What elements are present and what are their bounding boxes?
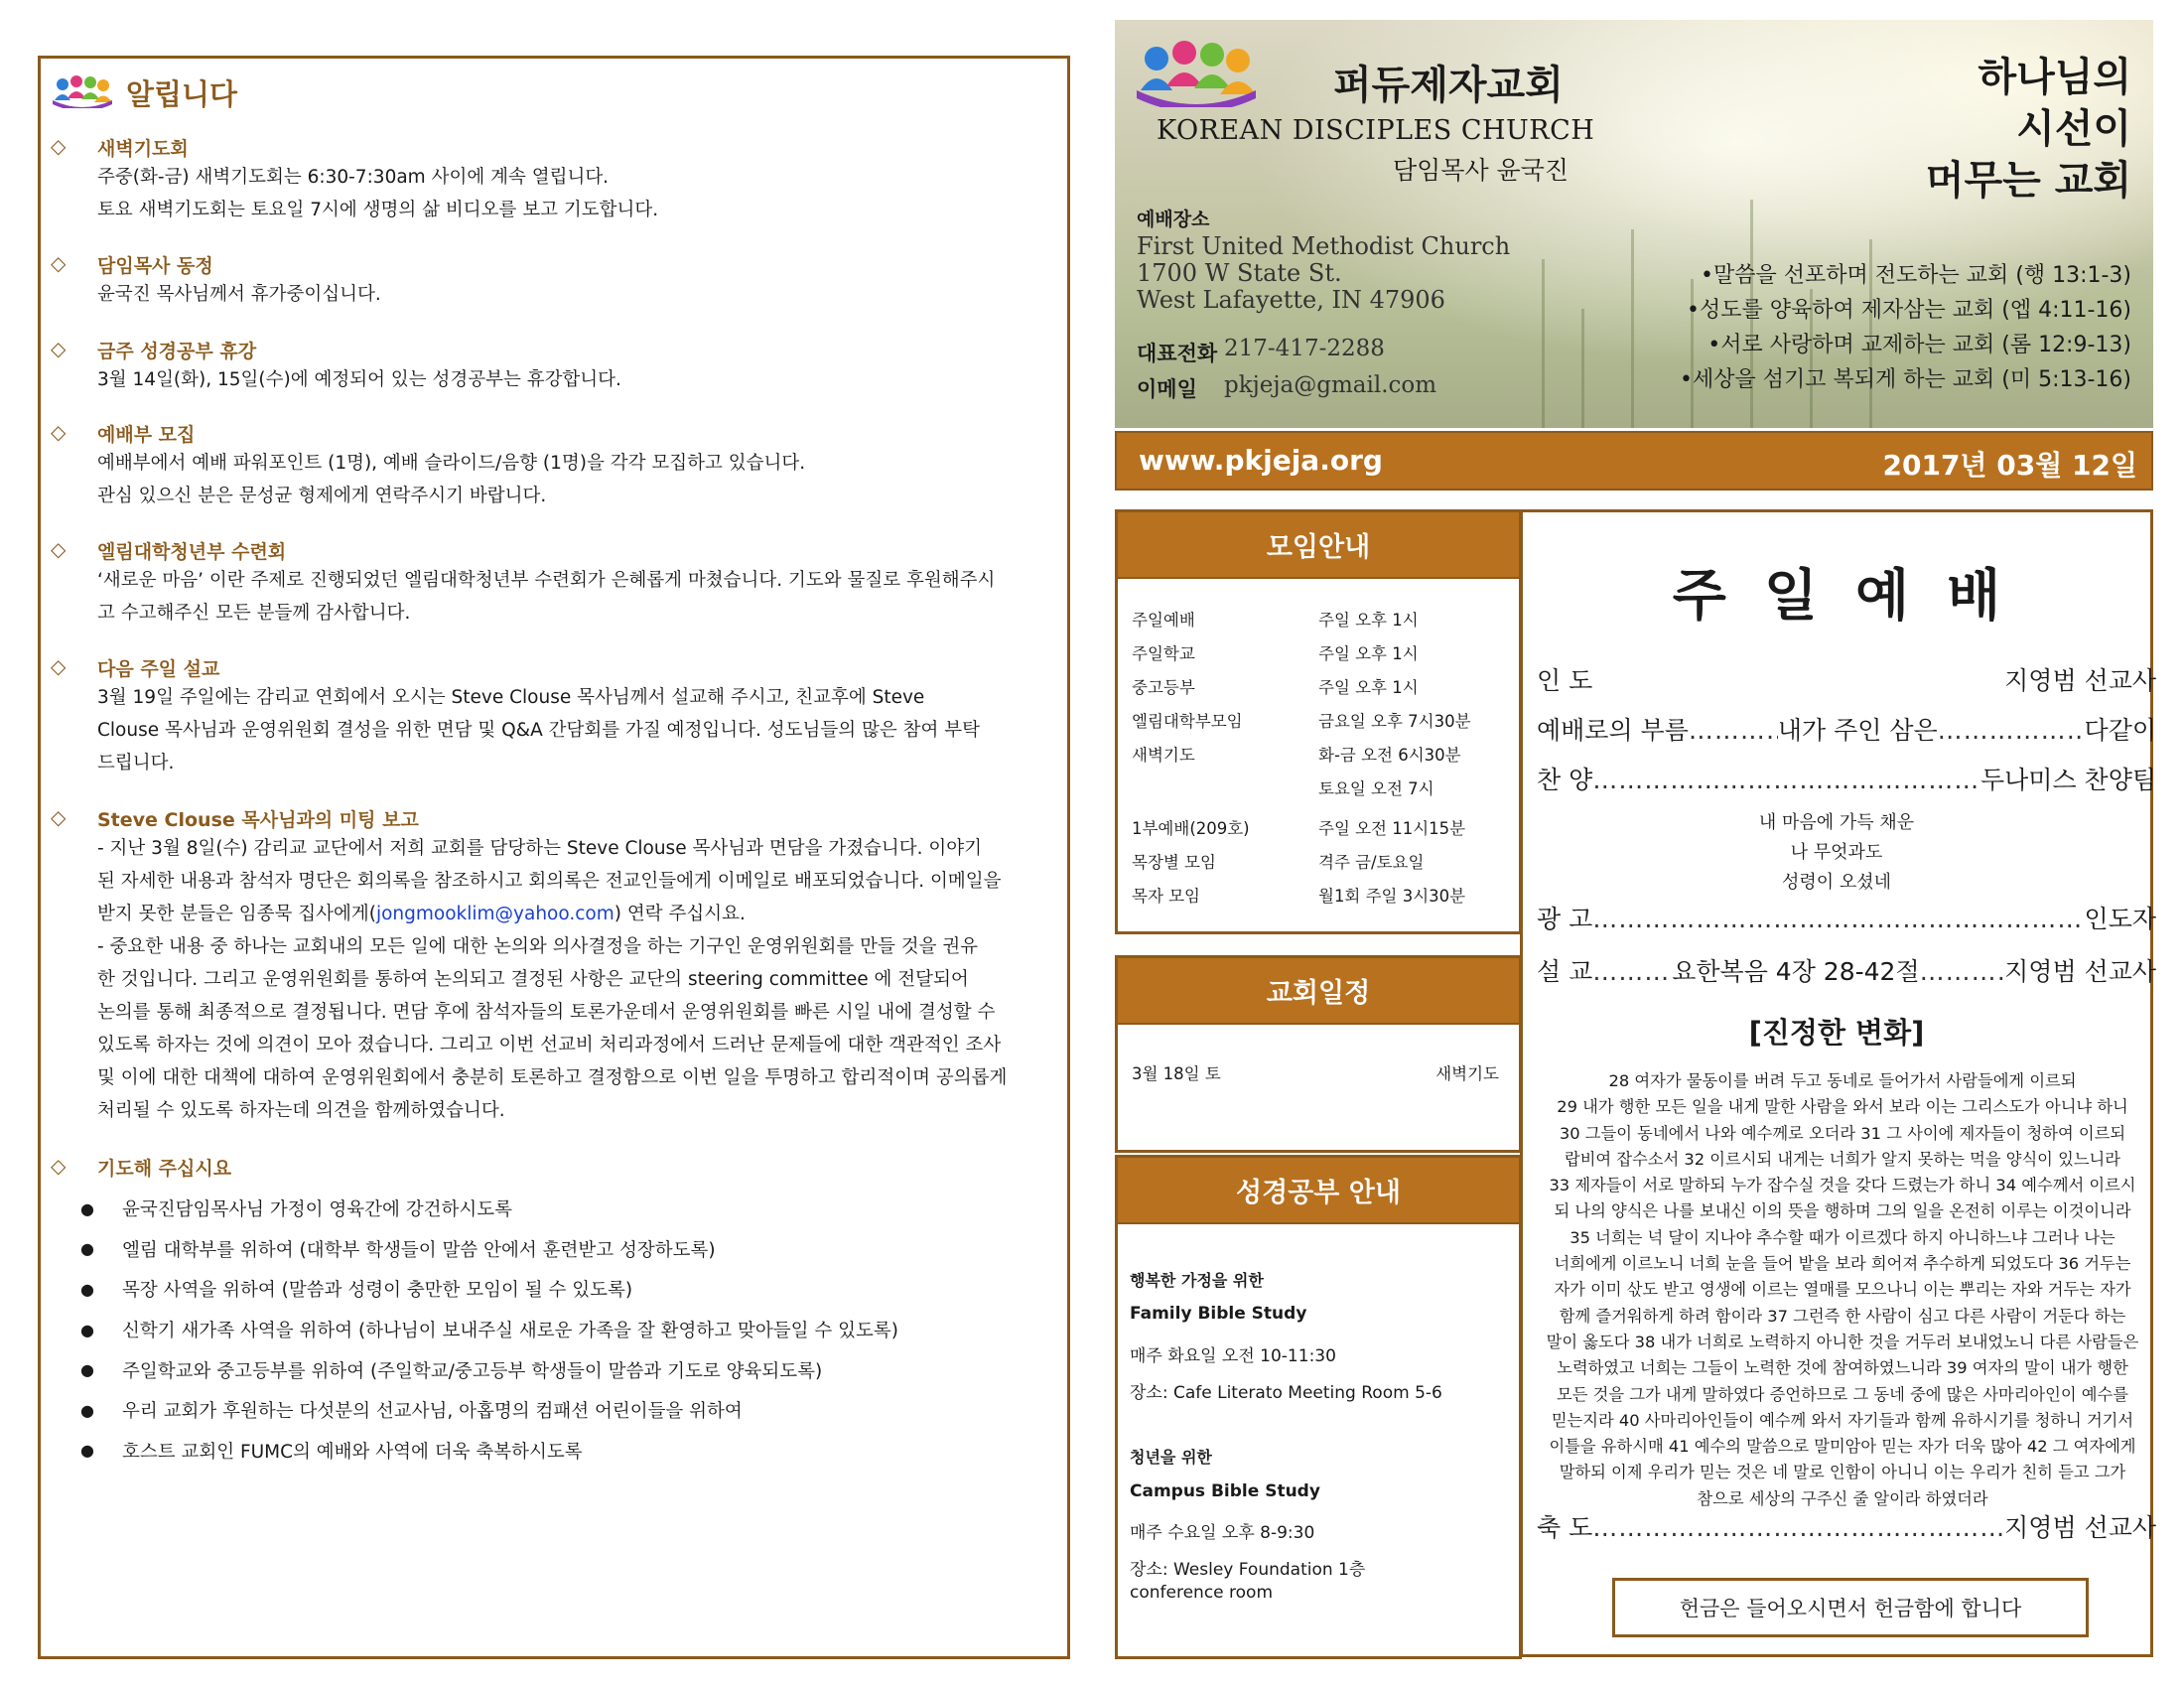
mission-item: •세상을 섬기고 복되게 하는 교회 (미 5:13-16) [1680,367,2131,392]
hymn-line: 나 무엇과도 [1790,842,1883,863]
scripture-line: 노력하였고 너희는 그들이 노력한 것에 참여하였느니라 39 여자의 말이 내가 행한 [1557,1358,2128,1378]
bible-study-box [1115,1155,1522,1659]
table-row [1132,607,1509,631]
meeting-name: 새벽기도 [1132,746,1195,765]
group-place: conference room [1130,1583,1274,1603]
order-value: 인도자 [2084,905,2156,933]
table-row [1132,1060,1499,1084]
diamond-bullet-icon: ◇ [51,420,67,444]
announcement-line: 및 이에 대한 대책에 대하여 운영위원회에서 충분히 토론하고 결정함으로 이번 일을 투명하고 합리적이며 공의롭게 [97,1067,1008,1088]
announcement-item [51,337,1053,396]
announcement-line: 드립니다. [97,753,175,774]
table-row [1132,640,1509,664]
order-label: 설 교 [1537,957,1593,986]
announcement-line: 된 자세한 내용과 참석자 명단은 회의록을 참조하시고 회의록은 전교인들에게 이메일로 배포되었습니다. 이메일을 [97,871,1002,892]
church-name-korean: 퍼듀제자교회 [1333,63,1564,108]
order-item [1537,952,2156,988]
announcement-line: 고 수고해주신 모든 분들께 감사합니다. [97,603,411,624]
order-label: 찬 양 [1537,766,1593,794]
scripture-line: 참으로 세상의 구주신 줄 알이라 하였더라 [1697,1488,1988,1508]
hymn-line: 내 마음에 가득 채운 [1758,812,1915,833]
scripture-line: 28 여자가 물동이를 버려 두고 동네로 들어가서 사람들에게 이르되 [1608,1071,2077,1090]
announcement-item [51,420,1053,512]
order-detail: 내가 주인 삼은 [1777,716,1938,745]
announcement-heading: Steve Clouse 목사님과의 미팅 보고 [97,809,419,831]
church-email[interactable]: pkjeja@gmail.com [1224,372,1437,398]
venue-label: 예배장소 [1137,209,1210,230]
schedule-title: 교회일정 [1118,958,1519,1025]
bullet-dot-icon: ● [80,1320,94,1339]
group-name: Campus Bible Study [1130,1481,1320,1501]
order-item [1537,761,2156,796]
meeting-name [1132,775,1318,799]
meeting-time: 금요일 오후 7시30분 [1318,712,1471,731]
meeting-time: 주일 오전 11시15분 [1318,819,1466,838]
bullet-dot-icon: ● [80,1279,94,1299]
list-item [80,1390,1073,1431]
meetings-title: 모임안내 [1118,512,1519,579]
order-label: 축 도 [1537,1513,1593,1542]
mission-item: •말씀을 선포하며 전도하는 교회 (행 13:1-3) [1701,263,2131,288]
diamond-bullet-icon: ◇ [51,1154,67,1178]
scripture-line: 이틀을 유하시매 41 예수의 말씀으로 말미암아 믿는 자가 더욱 많아 42 그 여자에게 [1549,1437,2136,1457]
email-prefix: 받지 못한 분들은 임종묵 집사에게( [97,904,376,924]
group-place: 장소: Wesley Foundation 1층 [1130,1560,1366,1580]
email-label: 이메일 [1137,377,1197,401]
phone-label: 대표전화 [1137,342,1218,365]
motto-line: 시선이 [2016,106,2131,152]
group-label: 청년을 위한 [1130,1448,1212,1467]
group-name: Family Bible Study [1130,1304,1307,1324]
group-time: 매주 수요일 오후 8-9:30 [1130,1523,1315,1543]
email-link[interactable]: jongmooklim@yahoo.com [375,904,614,924]
phone-number: 217-417-2288 [1224,336,1385,361]
scripture-line: 자가 이미 삯도 받고 영생에 이르는 열매를 모으나니 이는 뿌리는 자와 거두는 자가 [1554,1280,2131,1300]
bible-study-title: 성경공부 안내 [1118,1158,1519,1224]
offering-notice: 헌금은 들어오시면서 헌금함에 합니다 [1612,1578,2089,1637]
announcement-line: 예배부에서 예배 파워포인트 (1명), 예배 슬라이드/음향 (1명)을 각각 모집하고 있습니다. [97,453,806,474]
meeting-time: 월1회 주일 3시30분 [1318,887,1466,906]
venue-line: 1700 W State St. [1137,259,1342,287]
meeting-time: 주일 오후 1시 [1318,644,1419,663]
hymn-line: 성령이 오셨네 [1781,872,1892,893]
scripture-line: 모든 것을 그가 내게 말하였다 증언하므로 그 동네 중에 많은 사마리아인이 예수를 [1557,1384,2128,1404]
meeting-name: 주일예배 [1132,611,1195,630]
announcement-line: - 중요한 내용 중 하나는 교회내의 모든 일에 대한 논의와 의사결정을 하는 기구인 운영위원회를 만들 것을 권유 [97,936,979,957]
prayer-text: 윤국진담임목사님 가정이 영육간에 강건하시도록 [122,1199,512,1221]
order-item [1537,1508,2156,1544]
order-value: 다같이 [2084,716,2156,745]
table-row [1132,815,1509,839]
meeting-name: 1부예배(209호) [1132,819,1250,838]
order-detail: 요한복음 4장 28-42절 [1672,957,1920,986]
senior-pastor: 담임목사 윤국진 [1393,156,1569,185]
list-item [80,1310,1073,1350]
list-item [80,1431,1073,1472]
scripture-line: 29 내가 행한 모든 일을 내게 말한 사람을 와서 보라 이는 그리스도가 아니냐 하니 [1557,1097,2128,1117]
scripture-line: 말하되 이제 우리가 믿는 것은 네 말로 인함이 아니니 이는 우리가 친히 듣고 그가 [1559,1463,2126,1482]
table-row [1132,883,1509,907]
announcement-line: Clouse 목사님과 운영위원회 결성을 위한 면담 및 Q&A 간담회를 가질 예정입니다. 성도님들의 많은 참여 부탁 [97,720,980,741]
announcement-heading: 다음 주일 설교 [97,658,220,680]
bullet-dot-icon: ● [80,1198,94,1218]
diamond-bullet-icon: ◇ [51,337,67,360]
mission-list [1680,258,2131,397]
announcement-heading: 엘림대학청년부 수련회 [97,541,287,563]
list-item [80,1229,1073,1270]
announcement-line: 토요 새벽기도회는 토요일 7시에 생명의 삶 비디오를 보고 기도합니다. [97,200,659,220]
meetings-box [1115,509,1522,934]
church-schedule-box [1115,955,1522,1153]
announcements-header [53,72,237,113]
announcement-line: 3월 14일(화), 15일(수)에 예정되어 있는 성경공부는 휴강합니다. [97,369,621,390]
scripture-line: 랍비여 잡수소서 32 이르시되 내게는 너희가 알지 못하는 먹을 양식이 있느니라 [1564,1149,2121,1169]
group-place: 장소: Cafe Literato Meeting Room 5-6 [1130,1383,1442,1403]
announcement-heading: 금주 성경공부 휴강 [97,341,257,362]
order-label: 광 고 [1537,905,1593,933]
announcement-line: ‘새로운 마음’ 이란 주제로 진행되었던 엘림대학청년부 수련회가 은혜롭게 마쳤습니다. 기도와 물질로 후원해주시 [97,570,996,591]
announcement-line: 윤국진 목사님께서 휴가중이십니다. [97,284,381,305]
announcement-item [51,134,1053,226]
announcement-line [97,898,1053,930]
meeting-name: 목장별 모임 [1132,853,1216,872]
announcement-item [51,251,1053,311]
announcement-line: 주중(화-금) 새벽기도회는 6:30-7:30am 사이에 계속 열립니다. [97,167,610,188]
table-row [1132,849,1509,873]
order-item [1537,661,2156,697]
prayer-text: 우리 교회가 후원하는 다섯분의 선교사님, 아홉명의 컴패션 어린이들을 위하여 [122,1401,743,1423]
announcement-line: 한 것입니다. 그리고 운영위원회를 통하여 논의되고 결정된 사항은 교단의 steering committee 에 전달되어 [97,969,969,990]
church-logo-icon [1137,38,1256,111]
table-row [1132,708,1509,732]
meeting-time: 토요일 오전 7시 [1318,779,1434,798]
announcements-panel [38,56,1070,1659]
scripture-line: 믿는지라 40 사마리아인들이 예수께 와서 자기들과 함께 유하시기를 청하니 거기서 [1551,1410,2134,1430]
group-label: 행복한 가정을 위한 [1130,1271,1264,1290]
scripture-line: 33 제자들이 서로 말하되 누가 잡수실 것을 갖다 드렸는가 하니 34 예수께서 이르시 [1549,1176,2136,1196]
scripture-line: 말이 옳도다 38 내가 너희로 노력하지 아니한 것을 거두러 보내었노니 다른 사람들은 [1546,1332,2139,1351]
motto-line: 머무는 교회 [1925,158,2131,204]
list-item [80,1349,1073,1390]
announcement-item [51,805,1053,1127]
email-suffix: ) 연락 주십시요. [614,904,746,924]
venue-line: First United Methodist Church [1137,232,1511,260]
schedule-event: 새벽기도 [1435,1064,1499,1083]
announcement-heading: 예배부 모집 [97,424,196,446]
meeting-name: 엘림대학부모임 [1132,712,1243,731]
announcement-line: 3월 19일 주일에는 감리교 연회에서 오시는 Steve Clouse 목사님께서 설교해 주시고, 친교후에 Steve [97,687,925,708]
venue-line: West Lafayette, IN 47906 [1137,286,1445,314]
bullet-dot-icon: ● [80,1360,94,1380]
table-row [1132,742,1509,766]
order-value: 두나미스 찬양팀 [1980,766,2156,794]
announcement-line: 관심 있으신 분은 문성균 형제에게 연락주시기 바랍니다. [97,486,547,506]
meeting-time: 주일 오후 1시 [1318,678,1419,697]
table-row [1132,775,1509,799]
table-row [1132,674,1509,698]
scripture-line: 함께 즐거워하게 하려 함이라 37 그런즉 한 사람이 심고 다른 사람이 거둔다 하는 [1559,1306,2126,1326]
url-date-bar [1115,431,2153,491]
schedule-date: 3월 18일 토 [1132,1064,1221,1083]
prayer-text: 엘림 대학부를 위하여 (대학부 학생들이 말씀 안에서 훈련받고 성장하도록) [122,1239,716,1261]
list-item [80,1269,1073,1310]
order-value: 지영범 선교사 [2004,1513,2156,1542]
scripture-line: 35 너희는 넉 달이 지나야 추수할 때가 이르겠다 하지 아니하느냐 그러나 나는 [1570,1227,2116,1247]
group-time: 매주 화요일 오전 10-11:30 [1130,1346,1336,1366]
prayer-text: 신학기 새가족 사역을 위하여 (하나님이 보내주실 새로운 가족을 잘 환영하고 맞아들일 수 있도록) [122,1321,898,1342]
meeting-name: 주일학교 [1132,644,1195,663]
announcement-line: 처리될 수 있도록 하자는데 의견을 함께하였습니다. [97,1100,505,1121]
announcement-heading: 담임목사 동정 [97,255,213,277]
church-banner [1115,20,2153,428]
meeting-name: 목자 모임 [1132,887,1201,906]
people-group-icon [53,74,112,112]
diamond-bullet-icon: ◇ [51,537,67,561]
scripture-line: 되 나의 양식은 나를 보내신 이의 뜻을 행하며 그의 일을 온전히 이루는 이것이니라 [1554,1201,2131,1221]
prayer-text: 목장 사역을 위하여 (말씀과 성령이 충만한 모임이 될 수 있도록) [122,1280,633,1302]
announcement-item [51,1154,1053,1181]
order-value: 지영범 선교사 [2004,666,2156,695]
announcement-line: - 지난 3월 8일(수) 감리교 교단에서 저희 교회를 담당하는 Steve Clouse 목사님과 면담을 가졌습니다. 이야기 [97,838,983,859]
announcement-line: 논의를 통해 최종적으로 결정됩니다. 면담 후에 참석자들의 토론가운데서 운영위원회를 빠른 시일 내에 결성할 수 [97,1002,996,1023]
bulletin-date: 2017년 03월 12일 [1882,449,2137,482]
order-label: 예배로의 부름 [1537,716,1689,745]
order-value: 지영범 선교사 [2004,957,2156,986]
mission-item: •서로 사랑하며 교제하는 교회 (롬 12:9-13) [1707,333,2131,357]
bullet-dot-icon: ● [80,1400,94,1420]
order-label: 인 도 [1537,666,1593,695]
worship-order-box [1520,509,2156,1657]
announcement-heading: 기도해 주십시요 [97,1158,232,1180]
mission-item: •성도를 양육하여 제자삼는 교회 (엡 4:11-16) [1687,298,2131,323]
diamond-bullet-icon: ◇ [51,654,67,678]
order-item [1537,900,2156,935]
list-item [80,1189,1073,1229]
prayer-text: 호스트 교회인 FUMC의 예배와 사역에 더욱 축복하시도록 [122,1441,583,1463]
prayer-text: 주일학교와 중고등부를 위하여 (주일학교/중고등부 학생들이 말씀과 기도로 양육되도록) [122,1360,823,1382]
announcement-item [51,654,1053,779]
bullet-dot-icon: ● [80,1239,94,1259]
announcement-line: 있도록 하자는 것에 의견이 모아 졌습니다. 그리고 이번 선교비 처리과정에서 드러난 문제들에 대한 객관적인 조사 [97,1035,1002,1055]
motto-line: 하나님의 [1978,55,2131,100]
meeting-name: 중고등부 [1132,678,1195,697]
meeting-time: 주일 오후 1시 [1318,611,1419,630]
scripture-line: 너희에게 이르노니 너희 눈을 들어 밭을 보라 희어져 추수하게 되었도다 36 거두는 [1554,1254,2131,1274]
diamond-bullet-icon: ◇ [51,251,67,275]
diamond-bullet-icon: ◇ [51,134,67,158]
meeting-time: 격주 금/토요일 [1318,853,1425,872]
announcement-heading: 새벽기도회 [97,138,189,160]
church-motto [1926,52,2131,207]
worship-title: 주일예배 [1672,564,2039,629]
bullet-dot-icon: ● [80,1441,94,1461]
scripture-passage [1543,1068,2142,1512]
website-link[interactable]: www.pkjeja.org [1139,444,1383,477]
order-item [1537,711,2156,747]
church-name-english: KOREAN DISCIPLES CHURCH [1157,115,1595,146]
announcement-item [51,537,1053,630]
meeting-time: 화-금 오전 6시30분 [1318,746,1461,765]
prayer-list [80,1189,1073,1471]
announcements-title: 알립니다 [126,77,238,111]
diamond-bullet-icon: ◇ [51,805,67,829]
sermon-title: [진정한 변화] [1748,1016,1925,1050]
scripture-line: 30 그들이 동네에서 나와 예수께로 오더라 31 그 사이에 제자들이 청하여 이르되 [1559,1123,2126,1143]
